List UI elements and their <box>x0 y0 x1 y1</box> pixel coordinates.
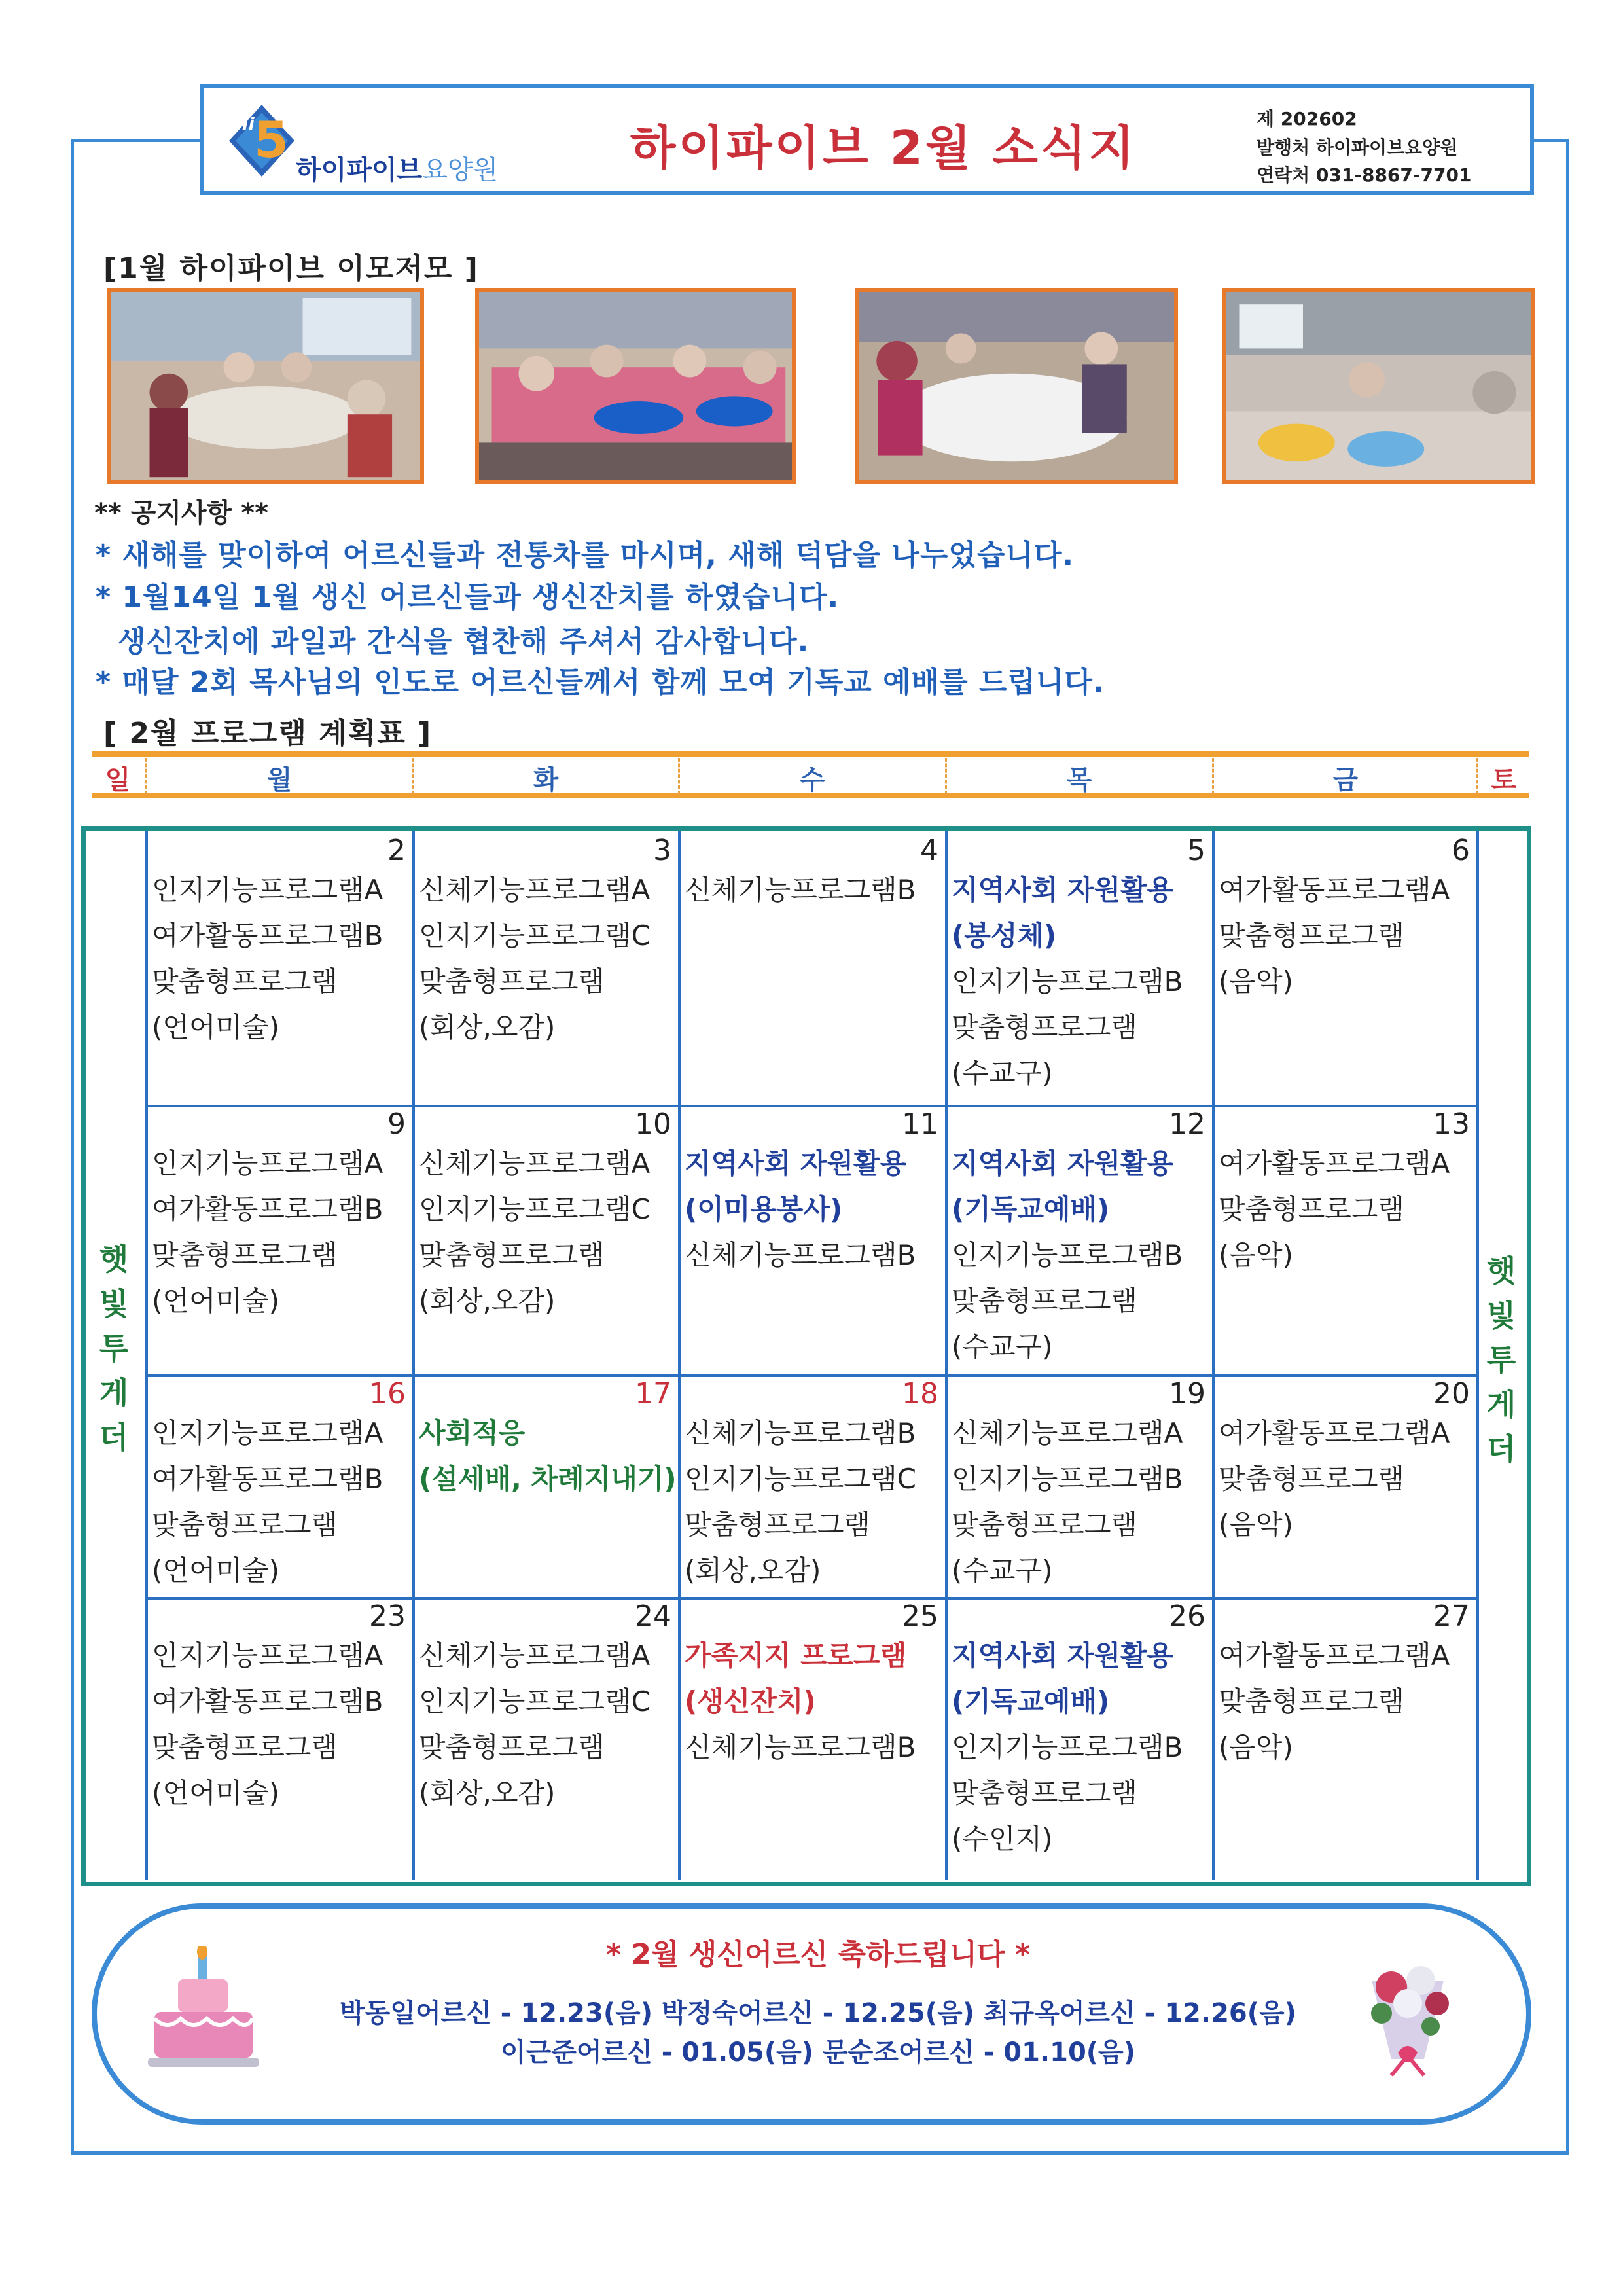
newsletter-title: 하이파이브 2월 소식지 <box>630 120 1137 175</box>
side-label-char: 햇 <box>1486 1253 1516 1289</box>
day-separator <box>145 758 147 795</box>
photo-3 <box>855 288 1178 484</box>
calendar-date: 10 <box>635 1107 671 1141</box>
day-sunday: 일 <box>105 765 131 795</box>
calendar-row-line <box>145 1105 1476 1107</box>
calendar-program-item: 맞춤형프로그램 <box>1219 1685 1405 1717</box>
calendar-row-line <box>145 1597 1476 1600</box>
day-friday: 금 <box>1332 765 1359 795</box>
calendar-program-item: (음악) <box>1219 1509 1293 1541</box>
calendar-program-item: 신체기능프로그램B <box>685 1417 916 1449</box>
calendar-program-item: (수교구) <box>952 1057 1053 1089</box>
calendar-program-item: 여가활동프로그램A <box>1219 1417 1450 1449</box>
calendar-program-item: (회상,오감) <box>419 1011 556 1043</box>
photo-1 <box>107 288 424 484</box>
calendar-program-item: 여가활동프로그램B <box>152 1193 383 1225</box>
calendar-date: 12 <box>1169 1107 1205 1141</box>
notice-line-4: * 매달 2회 목사님의 인도로 어르신들께서 함께 모여 기독교 예배를 드립니다. <box>96 666 1105 699</box>
calendar-program-item: 신체기능프로그램A <box>419 874 651 906</box>
calendar-date: 9 <box>387 1107 406 1141</box>
calendar-program-item: 맞춤형프로그램 <box>952 1285 1138 1317</box>
day-monday: 월 <box>266 765 293 795</box>
publisher: 발행처 하이파이브요양원 <box>1257 137 1458 158</box>
calendar-program-item: 맞춤형프로그램 <box>152 1239 338 1271</box>
calendar-date: 24 <box>635 1600 671 1633</box>
calendar-program-item: 인지기능프로그램C <box>419 1193 651 1225</box>
logo-brand: 하이파이브 <box>296 155 423 185</box>
calendar-program-item: 맞춤형프로그램 <box>152 1731 338 1763</box>
day-saturday: 토 <box>1491 765 1517 795</box>
calendar-date: 25 <box>902 1600 938 1633</box>
calendar-date: 27 <box>1433 1600 1470 1633</box>
calendar-program-item: 맞춤형프로그램 <box>419 1239 605 1271</box>
day-separator <box>1212 758 1214 795</box>
notice-line-1: * 새해를 맞이하여 어르신들과 전통차를 마시며, 새해 덕담을 나누었습니다. <box>96 539 1075 572</box>
calendar-date: 19 <box>1169 1377 1205 1410</box>
notice-heading: ** 공지사항 ** <box>94 498 269 528</box>
day-separator <box>678 758 680 795</box>
side-label-char: 투 <box>99 1331 129 1366</box>
calendar-program-item: (언어미술) <box>152 1554 280 1587</box>
calendar-program-item: 신체기능프로그램B <box>685 874 916 906</box>
calendar-program-item: (기독교예배) <box>952 1685 1110 1717</box>
birthday-line-1: 박동일어르신 - 12.23(음) 박정숙어르신 - 12.25(음) 최규옥어르신 - 12.26(음) <box>340 1998 1296 2028</box>
calendar-program-item: 맞춤형프로그램 <box>952 1011 1138 1043</box>
calendar-program-item: (기독교예배) <box>952 1193 1110 1225</box>
calendar-date: 13 <box>1433 1107 1470 1141</box>
day-thursday: 목 <box>1066 765 1092 795</box>
notice-line-2: * 1월14일 1월 생신 어르신들과 생신잔치를 하였습니다. <box>96 581 840 614</box>
calendar-program-item: 인지기능프로그램B <box>952 1463 1183 1495</box>
photo-4 <box>1222 288 1535 484</box>
calendar-program-item: 신체기능프로그램A <box>419 1147 651 1179</box>
day-tuesday: 화 <box>533 765 559 795</box>
calendar-row-line <box>145 1374 1476 1377</box>
calendar-program-item: (회상,오감) <box>685 1554 821 1587</box>
calendar-column-line <box>945 831 948 1880</box>
calendar-program-item: 인지기능프로그램C <box>685 1463 916 1495</box>
calendar-program-item: (언어미술) <box>152 1777 280 1809</box>
issue-number: 제 202602 <box>1257 108 1357 130</box>
notice-line-3: 생신잔치에 과일과 간식을 협찬해 주셔서 감사합니다. <box>118 625 810 658</box>
calendar-program-item: 인지기능프로그램C <box>419 920 651 952</box>
calendar-program-item: 맞춤형프로그램 <box>152 965 338 997</box>
svg-text:Hi: Hi <box>234 115 255 134</box>
calendar-date: 26 <box>1169 1600 1205 1633</box>
calendar-program-item: 신체기능프로그램A <box>419 1640 651 1672</box>
calendar-program-item: 여가활동프로그램B <box>152 1463 383 1495</box>
calendar-date: 5 <box>1187 834 1205 867</box>
calendar-date: 4 <box>920 834 938 867</box>
calendar-date: 23 <box>369 1600 406 1633</box>
side-label-char: 게 <box>99 1375 129 1410</box>
day-separator <box>412 758 414 795</box>
calendar-program-item: (음악) <box>1219 965 1293 997</box>
calendar-program-item: 여가활동프로그램B <box>152 920 383 952</box>
calendar-program-item: 인지기능프로그램A <box>152 1640 383 1672</box>
calendar-program-item: 인지기능프로그램B <box>952 1239 1183 1271</box>
calendar-program-item: (설세배, 차례지내기) <box>419 1463 677 1495</box>
svg-text:5: 5 <box>254 111 289 169</box>
calendar-date: 2 <box>387 834 406 867</box>
calendar-program-item: 맞춤형프로그램 <box>685 1509 871 1541</box>
side-label-char: 빛 <box>99 1286 129 1321</box>
program-heading: [ 2월 프로그램 계획표 ] <box>103 717 433 750</box>
calendar-date: 20 <box>1433 1377 1470 1410</box>
side-label-char: 더 <box>1486 1431 1516 1467</box>
calendar-program-item: 신체기능프로그램A <box>952 1417 1183 1449</box>
calendar-program-item: (회상,오감) <box>419 1285 556 1317</box>
calendar-column-line <box>1476 831 1479 1880</box>
photo-2 <box>475 288 796 484</box>
birthday-title: * 2월 생신어르신 축하드립니다 * <box>606 1938 1030 1971</box>
calendar-program-item: 인지기능프로그램C <box>419 1685 651 1717</box>
calendar-column-line <box>145 831 148 1880</box>
calendar-program-item: (이미용봉사) <box>685 1193 843 1225</box>
cake-icon <box>141 1946 266 2077</box>
calendar-program-item: 맞춤형프로그램 <box>419 965 605 997</box>
side-label-char: 빛 <box>1486 1298 1516 1333</box>
calendar-program-item: 사회적응 <box>419 1417 526 1449</box>
calendar-program-item: (언어미술) <box>152 1285 280 1317</box>
calendar-program-item: 신체기능프로그램B <box>685 1239 916 1271</box>
calendar-date: 11 <box>902 1107 938 1141</box>
calendar-program-item: 맞춤형프로그램 <box>419 1731 605 1763</box>
calendar-program-item: 맞춤형프로그램 <box>1219 920 1405 952</box>
day-separator <box>945 758 947 795</box>
side-label-char: 투 <box>1486 1342 1516 1378</box>
calendar-program-item: (회상,오감) <box>419 1777 556 1809</box>
calendar-program-item: (봉성체) <box>952 920 1057 952</box>
calendar-program-item: 인지기능프로그램A <box>152 1417 383 1449</box>
calendar-column-line <box>678 831 681 1880</box>
calendar-date: 18 <box>902 1377 938 1410</box>
logo-text <box>296 149 498 187</box>
calendar-program-item: 맞춤형프로그램 <box>952 1777 1138 1809</box>
logo-sub: 요양원 <box>422 155 499 185</box>
side-label-right <box>1483 1249 1520 1471</box>
calendar-date: 17 <box>635 1377 671 1410</box>
calendar-program-item: 맞춤형프로그램 <box>1219 1193 1405 1225</box>
calendar-program-item: 맞춤형프로그램 <box>152 1509 338 1541</box>
calendar-program-item: (음악) <box>1219 1731 1293 1763</box>
calendar-program-item: 맞춤형프로그램 <box>1219 1463 1405 1495</box>
calendar-program-item: (언어미술) <box>152 1011 280 1043</box>
calendar-program-item: (수교구) <box>952 1554 1053 1587</box>
day-separator <box>1476 758 1478 795</box>
side-label-char: 게 <box>1486 1387 1516 1422</box>
calendar-program-item: 인지기능프로그램A <box>152 1147 383 1179</box>
calendar-program-item: (생신잔치) <box>685 1685 816 1717</box>
calendar-program-item: 지역사회 자원활용 <box>952 1640 1174 1672</box>
side-label-char: 더 <box>99 1420 129 1455</box>
contact: 연락처 031-8867-7701 <box>1257 164 1472 186</box>
calendar-program-item: 여가활동프로그램B <box>152 1685 383 1717</box>
calendar-program-item: 가족지지 프로그램 <box>685 1640 907 1672</box>
calendar-column-line <box>1212 831 1215 1880</box>
calendar-date: 6 <box>1452 834 1470 867</box>
calendar-column-line <box>412 831 415 1880</box>
calendar-program-item: 맞춤형프로그램 <box>952 1509 1138 1541</box>
calendar-program-item: 지역사회 자원활용 <box>685 1147 907 1179</box>
calendar-program-item: 지역사회 자원활용 <box>952 874 1174 906</box>
side-label-char: 햇 <box>99 1242 129 1277</box>
calendar-date: 16 <box>369 1377 406 1410</box>
calendar-date: 3 <box>653 834 671 867</box>
day-wednesday: 수 <box>799 765 825 795</box>
side-label-left <box>96 1237 132 1460</box>
calendar-program-item: 지역사회 자원활용 <box>952 1147 1174 1179</box>
calendar-program-item: (수인지) <box>952 1823 1053 1855</box>
calendar-program-item: 인지기능프로그램A <box>152 874 383 906</box>
calendar-program-item: 신체기능프로그램B <box>685 1731 916 1763</box>
calendar-program-item: 여가활동프로그램A <box>1219 1147 1450 1179</box>
calendar-program-item: 여가활동프로그램A <box>1219 874 1450 906</box>
calendar-program-item: 인지기능프로그램B <box>952 965 1183 997</box>
calendar-program-item: (수교구) <box>952 1331 1053 1363</box>
photos-heading: [1월 하이파이브 이모저모 ] <box>103 252 479 285</box>
calendar-program-item: 여가활동프로그램A <box>1219 1640 1450 1672</box>
calendar-program-item: (음악) <box>1219 1239 1293 1271</box>
calendar-program-item: 인지기능프로그램B <box>952 1731 1183 1763</box>
birthday-line-2: 이근준어르신 - 01.05(음) 문순조어르신 - 01.10(음) <box>501 2037 1135 2068</box>
